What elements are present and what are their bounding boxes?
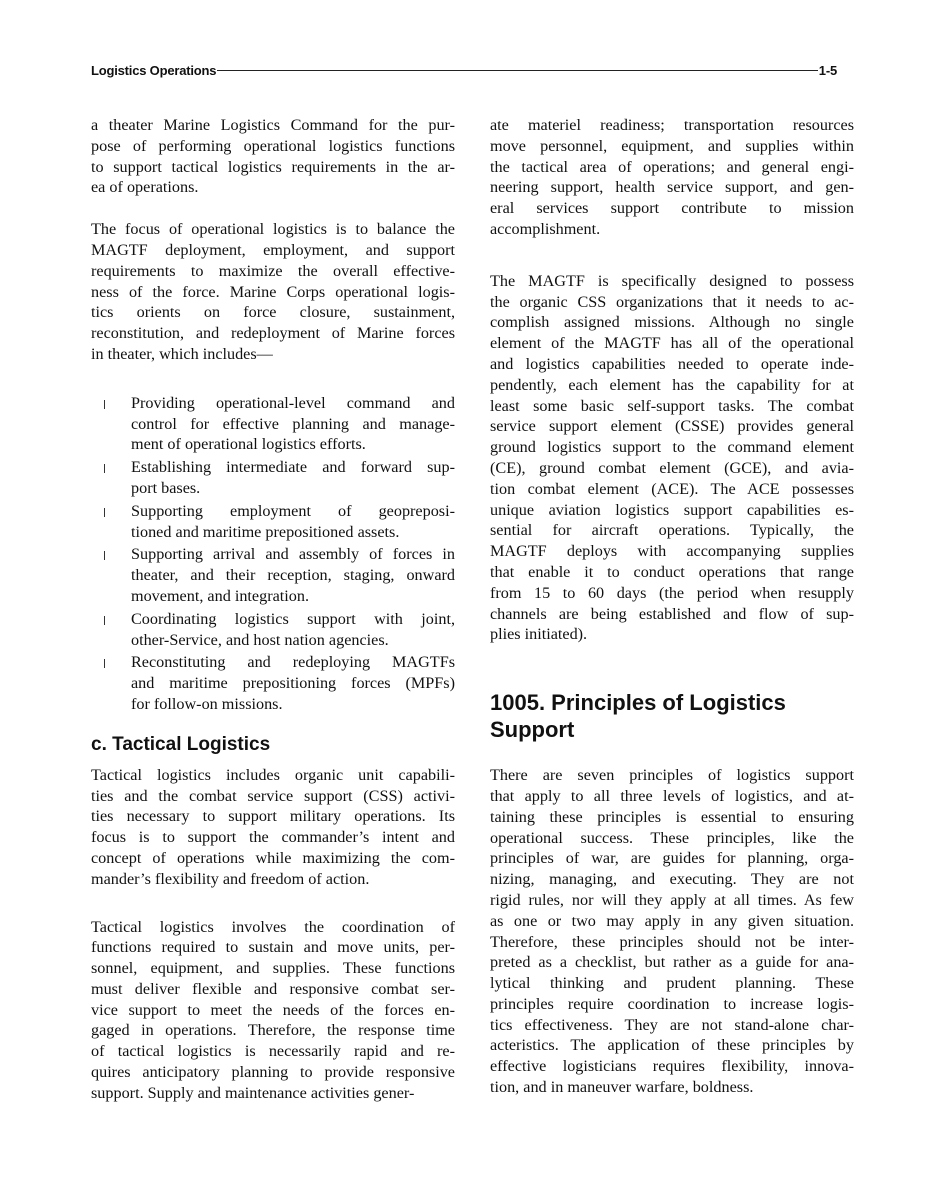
text-line: tioned and maritime prepositioned assets. (131, 522, 400, 541)
text-line: taining these principles is essential to ensuring (490, 807, 854, 826)
text-line: theater, and their reception, staging, onward (131, 566, 455, 585)
text-line: must deliver flexible and responsive combat ser- (91, 979, 455, 998)
text-line: of tactical logistics is necessarily rapid and re- (91, 1042, 455, 1061)
text-line: ment of operational logistics efforts. (131, 435, 366, 454)
text-line: control for effective planning and manage- (131, 414, 455, 433)
text-line: ground logistics support to the command element (490, 438, 854, 457)
text-line: vice support to meet the needs of the forces en- (91, 1000, 455, 1019)
text-line: ness of the force. Marine Corps operational logis- (91, 282, 455, 301)
text-line: the tactical area of operations; and general engi- (490, 157, 854, 176)
text-line: principles require coordination to increase logis- (490, 994, 854, 1013)
paragraph (91, 219, 455, 365)
text-line: Therefore, these principles should not be inter- (490, 932, 854, 951)
text-line: least some basic self-support tasks. The combat (490, 396, 854, 415)
text-line: 1005. Principles of Logistics (490, 690, 786, 716)
text-line: ties necessary to support military operations. Its (91, 807, 455, 826)
paragraph (91, 765, 455, 890)
text-line: rigid rules, nor will they apply at all times. As few (490, 890, 854, 909)
right-column (490, 115, 854, 1098)
text-line: unique aviation logistics support capabilities es- (490, 500, 854, 519)
text-line: and maritime prepositioning forces (MPFs) (131, 674, 455, 693)
text-line: There are seven principles of logistics support (490, 766, 854, 785)
text-line: Supporting employment of geopreposi- (131, 501, 455, 520)
text-line: other-Service, and host nation agencies. (131, 630, 389, 649)
list-item (91, 609, 455, 651)
text-line: tics effectiveness. They are not stand-alone char- (490, 1015, 854, 1034)
text-line: tion combat element (ACE). The ACE possesses (490, 479, 854, 498)
bullet-icon (104, 616, 105, 625)
bullet-icon (104, 464, 105, 473)
section-heading-tactical-logistics: c. Tactical Logistics (91, 733, 271, 755)
text-line: in theater, which includes— (91, 344, 273, 363)
text-line: service support element (CSSE) provides general (490, 417, 854, 436)
paragraph (91, 115, 455, 198)
text-line: Providing operational-level command and (131, 393, 455, 412)
text-line: The MAGTF is specifically designed to possess (490, 271, 854, 290)
page-number: 1-5 (818, 62, 837, 78)
text-line: reconstitution, and redeployment of Marine forces (91, 324, 455, 343)
text-line: nizing, managing, and executing. They are not (490, 870, 854, 889)
text-line: pose of performing operational logistics functions (91, 136, 455, 155)
text-line: quires anticipatory planning to provide responsive (91, 1063, 455, 1082)
bullet-icon (104, 659, 105, 668)
text-line: functions required to sustain and move units, per- (91, 938, 455, 957)
header-title: Logistics Operations (91, 62, 217, 78)
paragraph (490, 765, 854, 1098)
bullet-list (91, 393, 455, 715)
text-line: Coordinating logistics support with joint, (131, 609, 455, 628)
text-line: Establishing intermediate and forward sup- (131, 458, 455, 477)
text-line: eral services support contribute to mission (490, 199, 854, 218)
text-line: to support tactical logistics requirements in the ar- (91, 157, 455, 176)
text-line: operational success. These principles, like the (490, 828, 854, 847)
text-line: effective logisticians requires flexibility, innova- (490, 1057, 854, 1076)
bullet-icon (104, 551, 105, 560)
text-line: The focus of operational logistics is to balance the (91, 220, 455, 239)
section-heading-principles (490, 689, 854, 743)
text-line: Tactical logistics involves the coordination of (91, 917, 455, 936)
text-line: lytical thinking and prudent planning. These (490, 974, 854, 993)
bullet-icon (104, 508, 105, 517)
text-line: pendently, each element has the capability for at (490, 375, 854, 394)
text-line: Support (490, 717, 575, 743)
paragraph (91, 917, 455, 1104)
text-line: movement, and integration. (131, 586, 310, 605)
text-line: element of the MAGTF has all of the operational (490, 334, 854, 353)
text-line: mander’s flexibility and freedom of action. (91, 869, 370, 888)
text-line: concept of operations while maximizing the com- (91, 848, 455, 867)
text-line: from 15 to 60 days (the period when resupply (490, 583, 854, 602)
paragraph (490, 115, 854, 240)
left-column (91, 115, 455, 1104)
text-line: preted as a checklist, but rather as a guide for ana- (490, 953, 854, 972)
text-line: principles of war, are guides for planning, orga- (490, 849, 854, 868)
text-line: sonnel, equipment, and supplies. These functions (91, 959, 455, 978)
text-line: port bases. (131, 478, 201, 497)
text-line: (CE), ground combat element (GCE), and avia- (490, 458, 854, 477)
list-item (91, 652, 455, 714)
text-line: ties and the combat service support (CSS) activi- (91, 786, 455, 805)
text-line: sential for aircraft operations. Typically, the (490, 521, 854, 540)
running-header (91, 60, 837, 80)
text-line: plies initiated). (490, 625, 588, 644)
text-line: ate materiel readiness; transportation resources (490, 116, 854, 134)
header-rule (217, 70, 817, 71)
text-line: and logistics capabilities needed to operate inde- (490, 354, 854, 373)
text-line: a theater Marine Logistics Command for the pur- (91, 116, 455, 134)
text-line: move personnel, equipment, and supplies within (490, 136, 854, 155)
bullet-icon (104, 400, 105, 409)
text-line: acteristics. The application of these principles by (490, 1036, 854, 1055)
list-item (91, 501, 455, 543)
text-line: accomplishment. (490, 219, 601, 238)
text-line: ea of operations. (91, 178, 199, 197)
text-line: support. Supply and maintenance activities gener- (91, 1083, 415, 1102)
text-line: channels are being established and flow of sup- (490, 604, 854, 623)
text-line: complish assigned missions. Although no single (490, 313, 854, 332)
text-line: neering support, health service support, and gen- (490, 178, 854, 197)
text-line: for follow-on missions. (131, 694, 283, 713)
list-item (91, 457, 455, 499)
text-line: the organic CSS organizations that it needs to ac- (490, 292, 854, 311)
text-line: that apply to all three levels of logistics, and at- (490, 786, 854, 805)
list-item (91, 393, 455, 455)
text-line: gaged in operations. Therefore, the response time (91, 1021, 455, 1040)
text-line: Reconstituting and redeploying MAGTFs (131, 653, 455, 672)
text-line: Supporting arrival and assembly of forces in (131, 545, 455, 564)
text-line: MAGTF deployment, employment, and support (91, 240, 455, 259)
text-line: requirements to maximize the overall effective- (91, 261, 455, 280)
text-line: MAGTF deploys with accompanying supplies (490, 542, 854, 561)
text-line: tics orients on force closure, sustainment, (91, 303, 455, 322)
text-line: tion, and in maneuver warfare, boldness. (490, 1078, 754, 1097)
text-line: focus is to support the commander’s intent and (91, 828, 455, 847)
text-line: as one or two may apply in any given situation. (490, 911, 854, 930)
paragraph (490, 271, 854, 645)
list-item (91, 544, 455, 606)
text-line: that enable it to conduct operations that range (490, 562, 854, 581)
text-line: Tactical logistics includes organic unit capabili- (91, 765, 455, 784)
